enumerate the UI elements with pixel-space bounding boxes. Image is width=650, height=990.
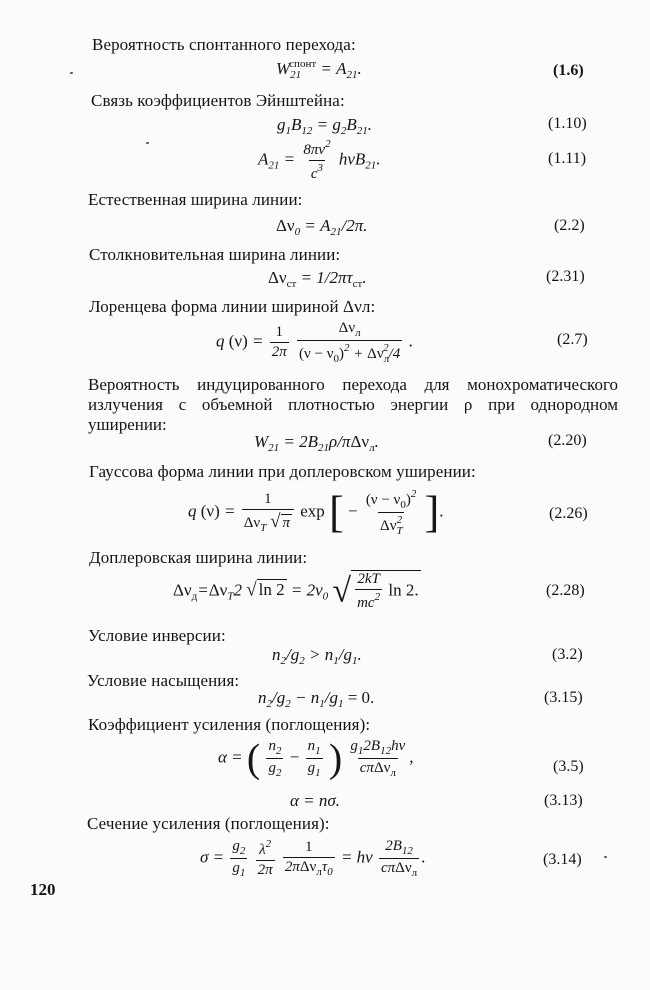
equation-number: (2.20): [548, 432, 587, 449]
equation-2-20: $W_{21} = 2B_{21}\rho/\pi\Delta\nu_л$.: [254, 432, 379, 454]
equation-number: (3.14): [543, 851, 582, 868]
equation-number: (3.5): [553, 758, 584, 775]
equation-3-13: α = nσ.: [290, 791, 341, 810]
heading-inversion-condition: Условие инверсии:: [88, 626, 226, 645]
scan-speck: [604, 856, 607, 858]
equation-2-28: $\Delta\nu_д=\Delta\nu_T2$ √ $\ln 2 = 2\nu_0$ √ $\frac{2kT}{mc^2}$ ln 2.: [173, 571, 419, 611]
equation-2-2: $\Delta\nu_0 = A_{21}/2\pi$.: [276, 216, 368, 238]
equation-number: (2.2): [554, 217, 585, 234]
equation-number: (2.26): [549, 505, 588, 522]
equation-1-11: $A_{21}$ = $\frac{8\pi\nu^2}{c^3}$ hνB$_{21}$.: [258, 138, 381, 182]
equation-number: (2.7): [557, 331, 588, 348]
equation-number: (3.2): [552, 646, 583, 663]
scan-speck: [146, 142, 149, 144]
equation-1-10: $g_1B_{12} = g_2B_{21}$.: [277, 115, 373, 137]
equation-3-5: α = ( $\frac{n_2}{g_2}$ − $\frac{n_1}{g_1}$ ) $\frac{g_12B_{12}h\nu}{c\pi\Delta\nu_л}$ ,: [218, 735, 414, 781]
heading-saturation-condition: Условие насыщения:: [87, 671, 240, 690]
heading-lorentz-lineshape: Лоренцева форма линии шириной Δνл:: [89, 297, 376, 316]
heading-doppler-linewidth: Доплеровская ширина линии:: [89, 548, 308, 567]
equation-number: (3.15): [544, 689, 583, 706]
equation-number: (2.31): [546, 268, 585, 285]
heading-gain-coefficient: Коэффициент усиления (поглощения):: [88, 715, 371, 734]
heading-natural-linewidth: Естественная ширина линии:: [88, 190, 303, 209]
page-number: 120: [30, 880, 56, 899]
equation-3-14: σ = $\frac{g_2}{g_1}$ $\frac{\lambda^2}{2\pi}$ $\frac{1}{2\pi\Delta\nu_л\tau_0}$ = hν $\frac{2B_{12}}{c\pi\Delta\nu_л}$ .: [200, 838, 426, 879]
equation-number: (1.10): [548, 115, 587, 132]
equation-2-7: q (ν) = $\frac{1}{2\pi}$ $\frac{\Delta\nu_л}{(\nu - \nu_0)^2 + \Delta\nu_л^2/4}$ .: [216, 320, 413, 365]
heading-einstein-coefficients: Связь коэффициентов Эйнштейна:: [91, 91, 345, 110]
equation-3-15: $n_2/g_2 - n_1/g_1 = 0$.: [258, 688, 375, 710]
equation-number: (1.6): [553, 62, 584, 79]
equation-number: (3.13): [544, 792, 583, 809]
equation-2-26: q (ν) = $\frac{1}{\Delta\nu_T √ \pi}$ exp [ − $\frac{(\nu - \nu_0)^2}{\Delta\nu_T^2}$ ].: [188, 487, 444, 537]
equation-number: (2.28): [546, 582, 585, 599]
scan-speck: [70, 72, 73, 74]
heading-spontaneous-transition: Вероятность спонтанного перехода:: [92, 35, 356, 54]
heading-collisional-linewidth: Столкновительная ширина линии:: [89, 245, 341, 264]
heading-gaussian-lineshape: Гауссова форма линии при доплеровском уширении:: [89, 462, 476, 481]
equation-number: (1.11): [548, 150, 587, 167]
equation-3-2: $n_2/g_2 > n_1/g_1$.: [272, 645, 362, 667]
equation-1-6: $W_{21}^{спонт} = A_{21}$.: [276, 58, 362, 81]
heading-gain-cross-section: Сечение усиления (поглощения):: [87, 814, 330, 833]
paragraph-stimulated-transition: Вероятность индуцированного перехода для монохроматического излучения с объемной плотностью энергии ρ при однородном уширении:: [88, 375, 618, 434]
equation-2-31: $\Delta\nu_{ст} = 1/2\pi\tau_{ст}$.: [268, 268, 367, 290]
